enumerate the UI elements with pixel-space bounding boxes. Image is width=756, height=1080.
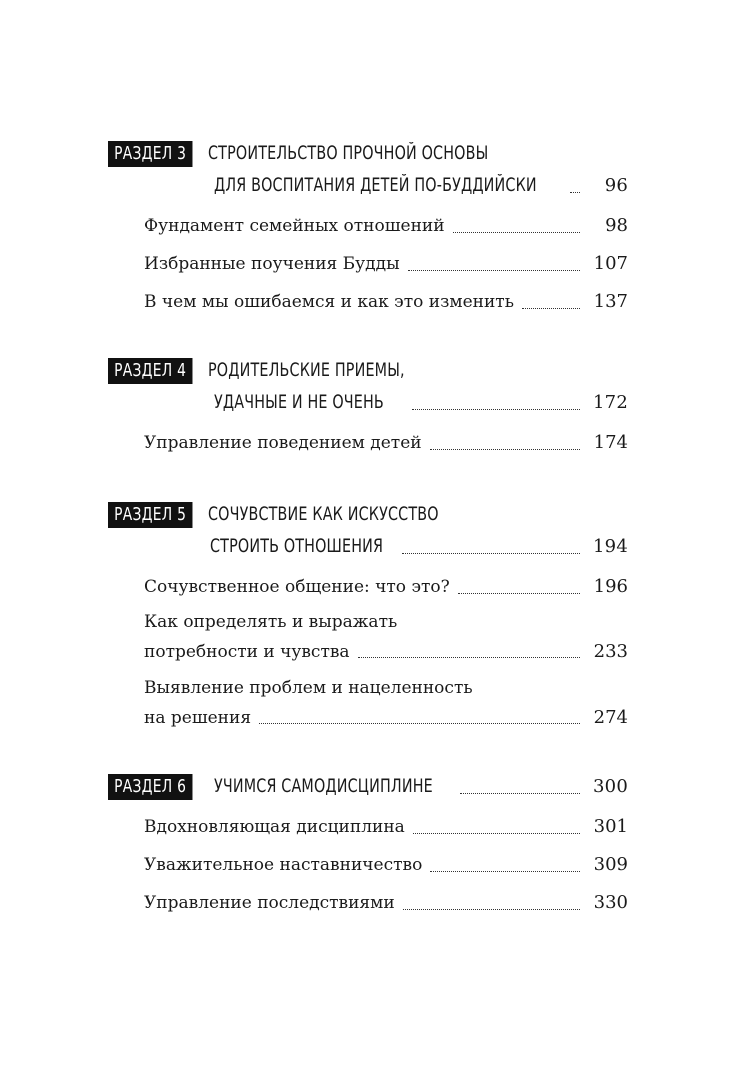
page-number: 172 [593,392,628,413]
leader-dots [259,722,580,724]
leader-dots [413,832,580,834]
section-title-line[interactable] [214,771,628,803]
section-title-line [208,499,628,531]
page-number: 301 [593,816,628,837]
section-title-text: СОЧУВСТВИЕ КАК ИСКУССТВО [207,504,439,525]
section-header [108,499,628,563]
toc-entry[interactable] [144,427,628,459]
section-badge: РАЗДЕЛ 6 [108,774,192,800]
toc-section-3 [108,138,628,318]
section-badge: РАЗДЕЛ 5 [108,502,192,528]
toc-section-5 [108,499,628,733]
leader-dots [460,792,580,794]
entry-title: Вдохновляющая дисциплина [144,817,405,837]
leader-dots [522,307,580,309]
entry-title-line: Выявление проблем и нацеленность [144,678,473,698]
toc-entry[interactable] [144,210,628,242]
entry-title: Управление поведением детей [144,433,422,453]
section-header [108,355,628,419]
entry-title: Сочувственное общение: что это? [144,577,450,597]
leader-dots [402,552,580,554]
section-title-text: РОДИТЕЛЬСКИЕ ПРИЕМЫ, [207,360,405,381]
page-number: 196 [593,576,628,597]
toc-entry[interactable] [144,811,628,843]
toc-entry[interactable] [144,887,628,919]
entry-title: Управление последствиями [144,893,395,913]
leader-dots [430,448,580,450]
page-number: 330 [593,892,628,913]
section-title-text: СТРОИТЬ ОТНОШЕНИЯ [209,536,384,557]
section-title-text: УЧИМСЯ САМОДИСЦИПЛИНЕ [213,776,433,797]
page-number: 194 [593,536,628,557]
leader-dots [430,870,580,872]
toc-entry[interactable] [144,607,628,667]
leader-dots [412,408,580,410]
toc-section-6 [108,771,628,919]
page-number: 309 [593,854,628,875]
section-title-line[interactable] [214,387,628,419]
section-title-text: УДАЧНЫЕ И НЕ ОЧЕНЬ [213,392,384,413]
section-badge: РАЗДЕЛ 4 [108,358,192,384]
toc-entry[interactable] [144,571,628,603]
leader-dots [408,269,580,271]
entry-title-line: Как определять и выражать [144,612,398,632]
entry-title: Фундамент семейных отношений [144,216,445,236]
entry-title: Уважительное наставничество [144,855,423,875]
section-title-line[interactable] [210,531,628,563]
page-number: 107 [593,253,628,274]
toc-entry[interactable] [144,248,628,280]
page-number: 174 [593,432,628,453]
toc-entry[interactable] [144,849,628,881]
leader-dots [453,231,580,233]
leader-dots [570,191,580,193]
section-title-text: ДЛЯ ВОСПИТАНИЯ ДЕТЕЙ ПО-БУДДИЙСКИ [213,175,537,196]
section-title-text: СТРОИТЕЛЬСТВО ПРОЧНОЙ ОСНОВЫ [207,143,489,164]
section-title-line [208,138,628,170]
page-number: 96 [604,175,628,196]
entry-title: Избранные поучения Будды [144,254,400,274]
section-header [108,138,628,202]
section-title-line[interactable] [214,170,628,202]
leader-dots [403,908,580,910]
toc-entry[interactable] [144,286,628,318]
page-number: 233 [593,641,628,662]
toc-section-4 [108,355,628,459]
leader-dots [458,592,580,594]
section-header [108,771,628,803]
leader-dots [358,656,580,658]
page-number: 300 [593,776,628,797]
entry-title-line: на решения [144,708,252,728]
entry-title: В чем мы ошибаемся и как это изменить [144,292,514,312]
entry-title-line: потребности и чувства [144,642,350,662]
page-number: 274 [593,707,628,728]
page-number: 98 [605,215,628,236]
page-number: 137 [593,291,628,312]
toc-entry[interactable] [144,673,628,733]
section-title-line [208,355,628,387]
section-badge: РАЗДЕЛ 3 [108,141,192,167]
